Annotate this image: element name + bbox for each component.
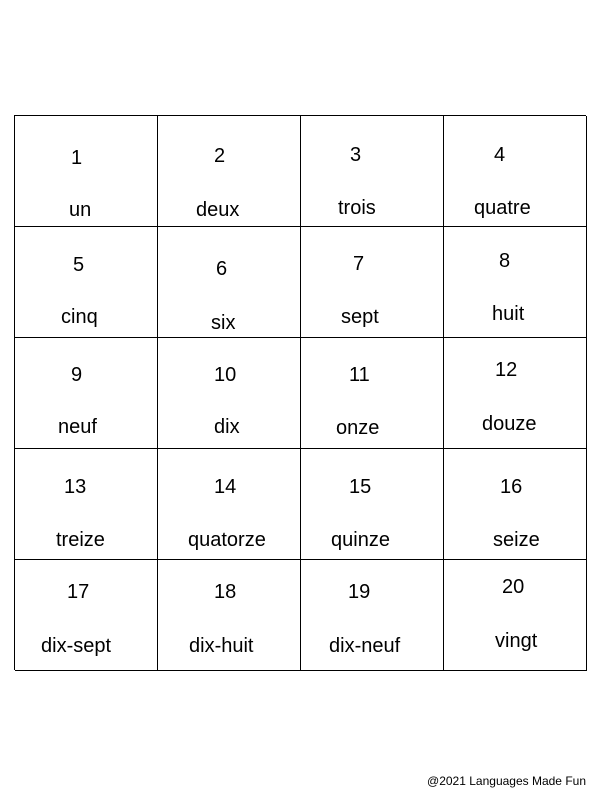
number-digit: 3 (350, 144, 362, 166)
number-digit: 7 (353, 253, 365, 275)
number-digit: 4 (494, 144, 506, 166)
number-word: un (69, 199, 92, 221)
number-word: dix-sept (41, 635, 112, 657)
number-digit: 12 (495, 359, 518, 381)
number-card (444, 449, 587, 560)
number-word: dix-huit (189, 635, 254, 657)
number-card (301, 116, 444, 227)
number-digit: 16 (500, 476, 523, 498)
number-word: quatre (474, 197, 531, 219)
number-card (158, 116, 301, 227)
number-word: sept (341, 306, 379, 328)
number-card (15, 449, 158, 560)
number-digit: 20 (502, 576, 525, 598)
number-card (15, 116, 158, 227)
number-card (158, 560, 301, 671)
number-word: treize (56, 529, 105, 551)
number-card (301, 338, 444, 449)
number-card (15, 338, 158, 449)
copyright-footer: @2021 Languages Made Fun (427, 774, 586, 788)
number-digit: 18 (214, 581, 237, 603)
number-word: neuf (58, 416, 97, 438)
number-card (444, 227, 587, 338)
number-digit: 15 (349, 476, 372, 498)
number-card (444, 116, 587, 227)
number-digit: 17 (67, 581, 90, 603)
number-word: seize (493, 529, 540, 551)
number-digit: 8 (499, 250, 511, 272)
number-digit: 2 (214, 145, 226, 167)
number-word: six (211, 312, 236, 334)
number-digit: 1 (71, 147, 83, 169)
number-digit: 10 (214, 364, 237, 386)
number-word: quatorze (188, 529, 266, 551)
number-word: douze (482, 413, 537, 435)
number-word: quinze (331, 529, 390, 551)
number-word: cinq (61, 306, 98, 328)
number-word: trois (338, 197, 376, 219)
number-digit: 19 (348, 581, 371, 603)
number-word: deux (196, 199, 240, 221)
number-card (301, 449, 444, 560)
number-card (158, 449, 301, 560)
number-card (15, 560, 158, 671)
number-word: huit (492, 303, 525, 325)
number-card (444, 560, 587, 671)
number-card (301, 560, 444, 671)
number-digit: 6 (216, 258, 228, 280)
number-digit: 5 (73, 254, 85, 276)
number-card (158, 227, 301, 338)
number-digit: 13 (64, 476, 87, 498)
number-word: vingt (495, 630, 538, 652)
number-digit: 14 (214, 476, 237, 498)
number-word: dix (214, 416, 240, 438)
number-card (301, 227, 444, 338)
number-digit: 9 (71, 364, 83, 386)
number-word: onze (336, 417, 380, 439)
number-card (444, 338, 587, 449)
number-digit: 11 (349, 364, 370, 386)
numbers-grid (14, 115, 586, 670)
number-card (15, 227, 158, 338)
number-word: dix-neuf (329, 635, 401, 657)
number-card (158, 338, 301, 449)
